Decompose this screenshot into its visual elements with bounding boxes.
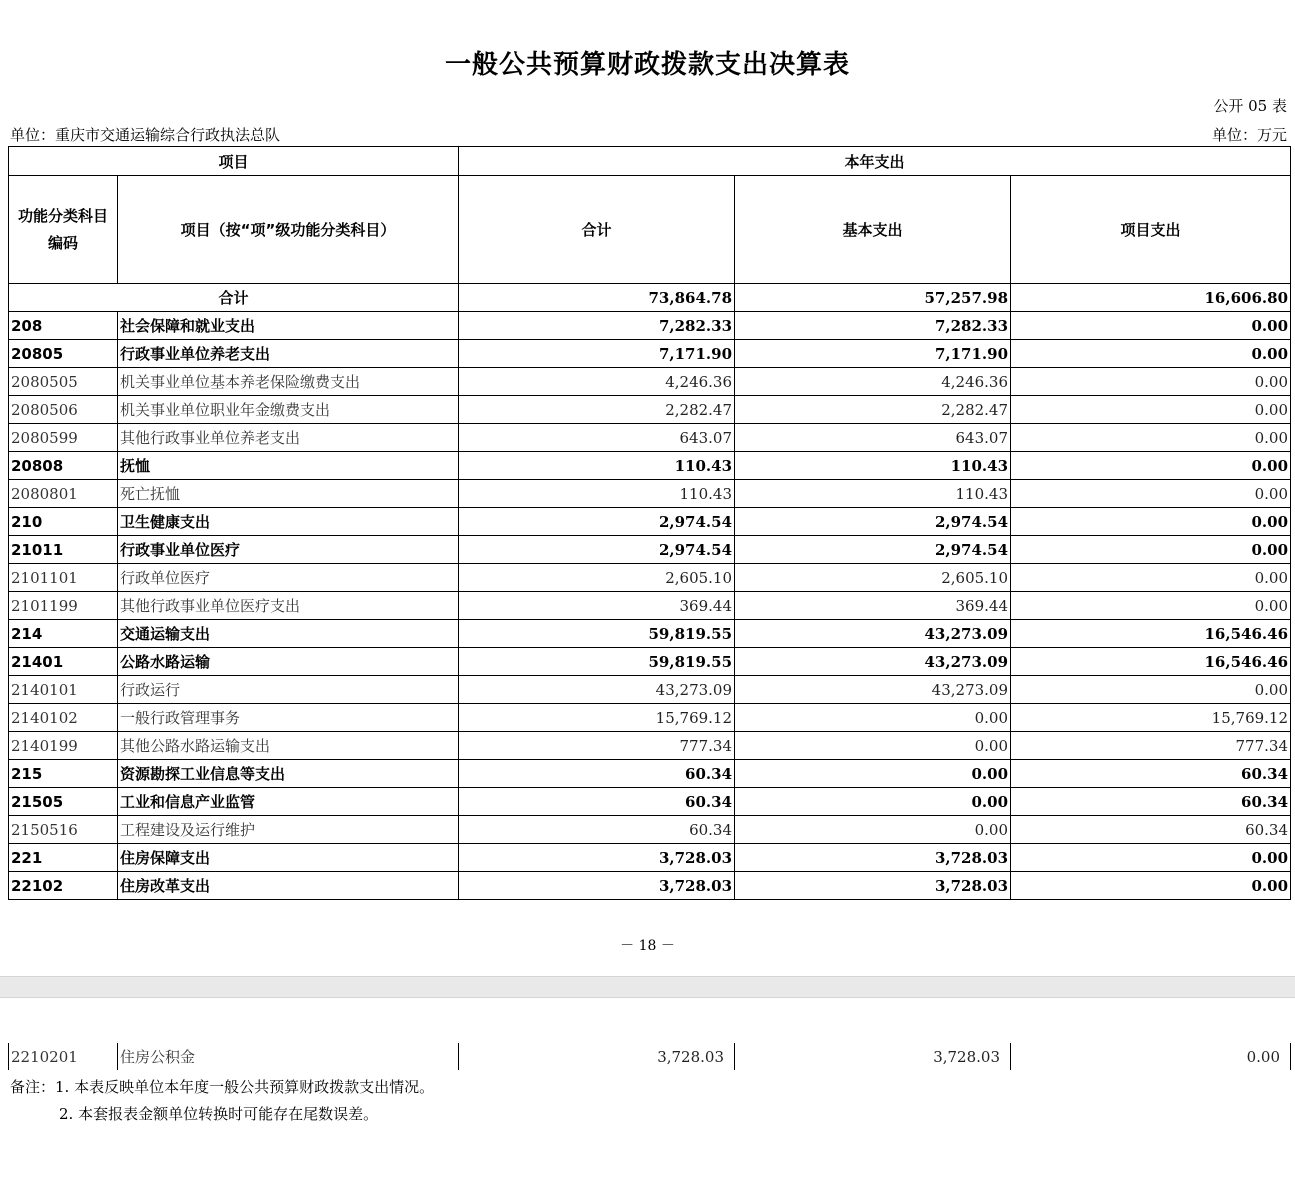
table-row — [9, 508, 1291, 536]
total-label: 合计 — [9, 284, 459, 312]
row-total: 3,728.03 — [459, 872, 735, 900]
row-project: 60.34 — [1011, 788, 1291, 816]
row-code: 2080801 — [9, 480, 118, 508]
row-code: 210 — [9, 508, 118, 536]
row-code: 20808 — [9, 452, 118, 480]
page-number: － 18 － — [620, 938, 675, 954]
row-total: 777.34 — [459, 732, 735, 760]
total-amount: 73,864.78 — [459, 284, 735, 312]
row-total: 4,246.36 — [459, 368, 735, 396]
table-row — [9, 816, 1291, 844]
row-code: 20805 — [9, 340, 118, 368]
notes — [10, 1074, 434, 1128]
row-project: 0.00 — [1011, 312, 1291, 340]
row-basic: 3,728.03 — [735, 1043, 1011, 1070]
row-project: 0.00 — [1011, 424, 1291, 452]
row-basic: 0.00 — [735, 788, 1011, 816]
row-basic: 0.00 — [735, 760, 1011, 788]
row-basic: 7,282.33 — [735, 312, 1011, 340]
row-name: 死亡抚恤 — [118, 480, 459, 508]
row-name: 交通运输支出 — [118, 620, 459, 648]
row-total: 110.43 — [459, 452, 735, 480]
row-basic: 0.00 — [735, 732, 1011, 760]
row-total: 3,728.03 — [459, 844, 735, 872]
row-total: 7,171.90 — [459, 340, 735, 368]
row-total: 643.07 — [459, 424, 735, 452]
row-project: 0.00 — [1011, 340, 1291, 368]
row-project: 0.00 — [1011, 508, 1291, 536]
row-basic: 7,171.90 — [735, 340, 1011, 368]
table-row — [9, 340, 1291, 368]
table-row — [9, 704, 1291, 732]
header-item: 项目 — [9, 147, 459, 176]
row-name: 工业和信息产业监管 — [118, 788, 459, 816]
header-current-year: 本年支出 — [459, 147, 1291, 176]
table-row — [9, 760, 1291, 788]
row-project: 0.00 — [1011, 844, 1291, 872]
row-total: 110.43 — [459, 480, 735, 508]
row-name: 抚恤 — [118, 452, 459, 480]
row-project: 16,546.46 — [1011, 648, 1291, 676]
row-total: 369.44 — [459, 592, 735, 620]
row-name: 一般行政管理事务 — [118, 704, 459, 732]
row-project: 60.34 — [1011, 816, 1291, 844]
table-row — [9, 872, 1291, 900]
row-code: 2210201 — [9, 1043, 118, 1070]
row-total: 59,819.55 — [459, 648, 735, 676]
row-basic: 2,282.47 — [735, 396, 1011, 424]
continued-table — [8, 1043, 1291, 1070]
row-code: 22102 — [9, 872, 118, 900]
expenditure-table — [8, 146, 1291, 900]
row-basic: 43,273.09 — [735, 648, 1011, 676]
table-row — [9, 396, 1291, 424]
table-row — [9, 788, 1291, 816]
table-row — [9, 312, 1291, 340]
page-title: 一般公共预算财政拨款支出决算表 — [444, 50, 850, 80]
row-name: 行政事业单位医疗 — [118, 536, 459, 564]
row-code: 21505 — [9, 788, 118, 816]
table-row — [9, 480, 1291, 508]
row-basic: 2,605.10 — [735, 564, 1011, 592]
row-name: 住房保障支出 — [118, 844, 459, 872]
table-row — [9, 676, 1291, 704]
table-row — [9, 536, 1291, 564]
row-name: 公路水路运输 — [118, 648, 459, 676]
page-break — [0, 976, 1295, 998]
row-basic: 0.00 — [735, 816, 1011, 844]
table-row — [9, 1043, 1291, 1070]
row-basic: 0.00 — [735, 704, 1011, 732]
table-row — [9, 844, 1291, 872]
row-total: 59,819.55 — [459, 620, 735, 648]
row-project: 0.00 — [1011, 592, 1291, 620]
row-basic: 369.44 — [735, 592, 1011, 620]
row-basic: 3,728.03 — [735, 844, 1011, 872]
row-project: 0.00 — [1011, 872, 1291, 900]
row-code: 214 — [9, 620, 118, 648]
row-name: 其他行政事业单位医疗支出 — [118, 592, 459, 620]
row-name: 行政运行 — [118, 676, 459, 704]
row-total: 60.34 — [459, 816, 735, 844]
total-row — [9, 284, 1291, 312]
row-total: 43,273.09 — [459, 676, 735, 704]
row-code: 2080506 — [9, 396, 118, 424]
row-total: 2,974.54 — [459, 508, 735, 536]
row-code: 215 — [9, 760, 118, 788]
table-row — [9, 592, 1291, 620]
header-project: 项目支出 — [1011, 176, 1291, 284]
row-project: 0.00 — [1011, 1043, 1291, 1070]
row-total: 2,605.10 — [459, 564, 735, 592]
row-code: 2150516 — [9, 816, 118, 844]
row-name: 机关事业单位职业年金缴费支出 — [118, 396, 459, 424]
row-total: 7,282.33 — [459, 312, 735, 340]
row-basic: 3,728.03 — [735, 872, 1011, 900]
table-row — [9, 424, 1291, 452]
row-project: 0.00 — [1011, 480, 1291, 508]
header-basic: 基本支出 — [735, 176, 1011, 284]
row-total: 60.34 — [459, 788, 735, 816]
row-code: 2101101 — [9, 564, 118, 592]
row-code: 2101199 — [9, 592, 118, 620]
row-code: 2140102 — [9, 704, 118, 732]
row-name: 其他行政事业单位养老支出 — [118, 424, 459, 452]
row-basic: 43,273.09 — [735, 620, 1011, 648]
table-row — [9, 620, 1291, 648]
row-project: 0.00 — [1011, 676, 1291, 704]
row-name: 工程建设及运行维护 — [118, 816, 459, 844]
row-name: 卫生健康支出 — [118, 508, 459, 536]
row-basic: 643.07 — [735, 424, 1011, 452]
row-basic: 43,273.09 — [735, 676, 1011, 704]
row-code: 208 — [9, 312, 118, 340]
row-code: 2080505 — [9, 368, 118, 396]
row-name: 住房公积金 — [118, 1043, 459, 1070]
total-project: 16,606.80 — [1011, 284, 1291, 312]
row-name: 社会保障和就业支出 — [118, 312, 459, 340]
row-code: 2140101 — [9, 676, 118, 704]
row-project: 0.00 — [1011, 536, 1291, 564]
row-total: 2,974.54 — [459, 536, 735, 564]
form-number: 公开 05 表 — [1213, 97, 1287, 115]
row-code: 221 — [9, 844, 118, 872]
table-row — [9, 368, 1291, 396]
table-row — [9, 564, 1291, 592]
row-code: 2140199 — [9, 732, 118, 760]
row-basic: 2,974.54 — [735, 508, 1011, 536]
row-project: 0.00 — [1011, 396, 1291, 424]
row-basic: 110.43 — [735, 480, 1011, 508]
row-name: 机关事业单位基本养老保险缴费支出 — [118, 368, 459, 396]
row-code: 21401 — [9, 648, 118, 676]
header-total: 合计 — [459, 176, 735, 284]
note-1: 备注：1. 本表反映单位本年度一般公共预算财政拨款支出情况。 — [10, 1078, 435, 1096]
row-project: 15,769.12 — [1011, 704, 1291, 732]
note-2: 2. 本套报表金额单位转换时可能存在尾数误差。 — [59, 1105, 379, 1123]
row-code: 21011 — [9, 536, 118, 564]
row-project: 0.00 — [1011, 564, 1291, 592]
row-basic: 2,974.54 — [735, 536, 1011, 564]
row-total: 60.34 — [459, 760, 735, 788]
row-name: 资源勘探工业信息等支出 — [118, 760, 459, 788]
row-name: 行政事业单位养老支出 — [118, 340, 459, 368]
row-total: 2,282.47 — [459, 396, 735, 424]
row-name: 住房改革支出 — [118, 872, 459, 900]
row-project: 16,546.46 — [1011, 620, 1291, 648]
row-name: 行政单位医疗 — [118, 564, 459, 592]
row-total: 3,728.03 — [459, 1043, 735, 1070]
table-row — [9, 452, 1291, 480]
row-project: 60.34 — [1011, 760, 1291, 788]
row-project: 0.00 — [1011, 452, 1291, 480]
row-basic: 4,246.36 — [735, 368, 1011, 396]
row-project: 0.00 — [1011, 368, 1291, 396]
row-basic: 110.43 — [735, 452, 1011, 480]
table-row — [9, 648, 1291, 676]
row-project: 777.34 — [1011, 732, 1291, 760]
row-name: 其他公路水路运输支出 — [118, 732, 459, 760]
header-code: 功能分类科目编码 — [9, 176, 118, 284]
table-row — [9, 732, 1291, 760]
reporting-unit: 单位：重庆市交通运输综合行政执法总队 — [10, 126, 281, 144]
currency-unit: 单位：万元 — [1211, 126, 1287, 144]
header-name: 项目（按“项”级功能分类科目） — [118, 176, 459, 284]
total-basic: 57,257.98 — [735, 284, 1011, 312]
row-code: 2080599 — [9, 424, 118, 452]
row-total: 15,769.12 — [459, 704, 735, 732]
